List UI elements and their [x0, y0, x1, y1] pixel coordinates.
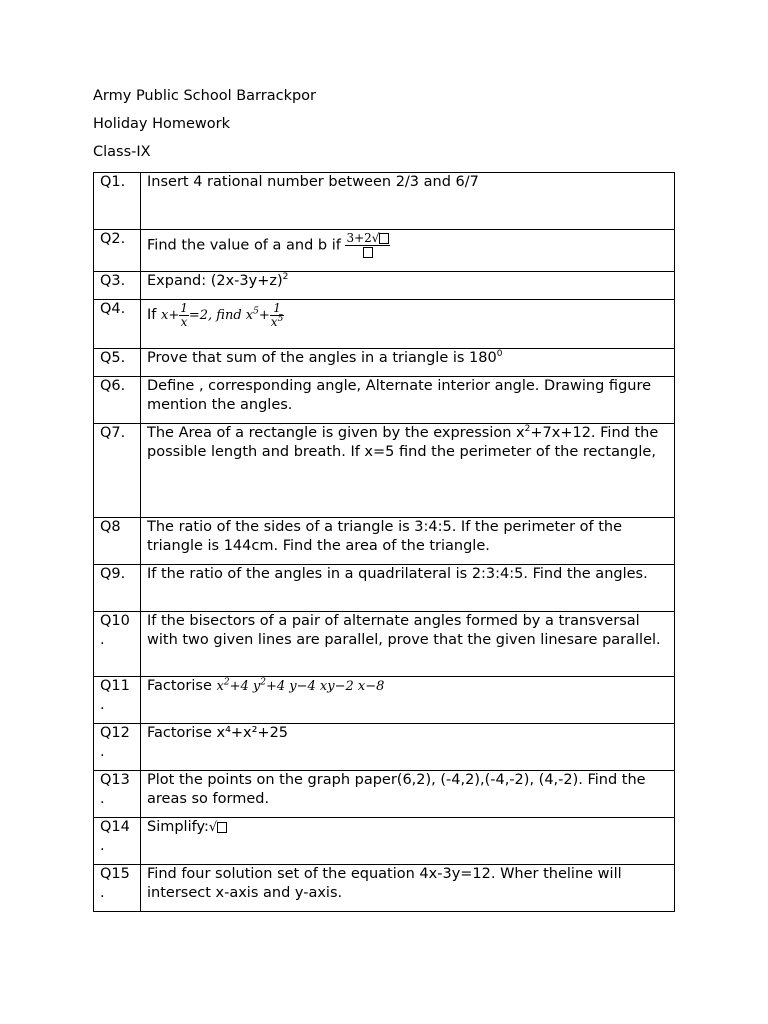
school-name: Army Public School Barrackpor [93, 88, 317, 104]
question-row-11 [94, 677, 675, 724]
fraction-expression [345, 232, 390, 259]
fraction-numerator: 1 [270, 302, 285, 316]
question-text-part: +7x+12. Find the possible length and breath. If x=5 find the perimeter of the rectangle, [147, 425, 659, 460]
questions-table [93, 172, 675, 912]
math-term: x [216, 679, 224, 694]
question-row-5 [94, 349, 675, 377]
radical-symbol: √ [208, 820, 218, 835]
fraction-denominator [270, 316, 285, 329]
question-text [141, 300, 675, 349]
question-row-6 [94, 377, 675, 424]
fraction [270, 302, 285, 329]
question-text: If the bisectors of a pair of alternate angles formed by a transversal with two given lines are parallel, prove that the given linesare parallel. [141, 612, 675, 677]
question-number: Q4. [94, 300, 141, 349]
question-row-2 [94, 230, 675, 272]
question-text [141, 818, 675, 865]
question-row-8 [94, 518, 675, 565]
question-number: Q13. [94, 771, 141, 818]
question-text-main: Expand: (2x-3y+z) [147, 273, 283, 289]
question-text: Insert 4 rational number between 2/3 and 6/7 [141, 173, 675, 230]
question-text [141, 272, 675, 300]
math-term: +4 y [229, 679, 261, 694]
question-text [141, 677, 675, 724]
exponent: 2 [260, 677, 266, 688]
question-row-12 [94, 724, 675, 771]
math-term: + [258, 308, 270, 323]
denominator-base: x [270, 315, 278, 329]
math-expression [217, 679, 385, 694]
question-number: Q8 [94, 518, 141, 565]
fraction [179, 302, 189, 329]
question-text [141, 230, 675, 272]
question-number: Q15. [94, 865, 141, 912]
exponent: 2 [282, 272, 289, 283]
question-row-1 [94, 173, 675, 230]
question-row-10 [94, 612, 675, 677]
question-text: Factorise x⁴+x²+25 [141, 724, 675, 771]
question-number: Q12. [94, 724, 141, 771]
math-term: =2, find x [188, 308, 254, 323]
question-number: Q6. [94, 377, 141, 424]
question-text-part: The Area of a rectangle is given by the expression x [147, 425, 525, 441]
question-row-13 [94, 771, 675, 818]
fraction-denominator: x [180, 315, 188, 329]
missing-equation-symbol [363, 247, 373, 258]
question-prefix: Simplify: [147, 819, 209, 835]
question-number: Q11. [94, 677, 141, 724]
exponent: 5 [277, 314, 284, 324]
question-row-15 [94, 865, 675, 912]
question-text [141, 424, 675, 518]
exponent: 2 [223, 677, 230, 688]
question-number: Q14. [94, 818, 141, 865]
question-text [141, 349, 675, 377]
question-row-9 [94, 565, 675, 612]
exponent: 5 [253, 306, 259, 317]
document-title: Holiday Homework [93, 116, 231, 132]
question-number: Q3. [94, 272, 141, 300]
fraction-numerator: 1 [180, 301, 188, 315]
question-row-3 [94, 272, 675, 300]
question-number: Q1. [94, 173, 141, 230]
missing-equation-symbol [379, 233, 389, 244]
question-text: Define , corresponding angle, Alternate interior angle. Drawing figure mention the angles. [141, 377, 675, 424]
fraction-numerator: 3+2√ [346, 231, 380, 245]
question-text-main: Prove that sum of the angles in a triangle is 180 [147, 350, 497, 366]
question-text: Plot the points on the graph paper(6,2), (-4,2),(-4,-2), (4,-2). Find the areas so formed. [141, 771, 675, 818]
math-term: +4 y−4 xy−2 x−8 [265, 679, 385, 694]
question-number: Q9. [94, 565, 141, 612]
class-label: Class-IX [93, 144, 151, 160]
exponent: 0 [496, 349, 503, 360]
exponent: 2 [524, 424, 531, 435]
question-prefix: If [147, 307, 157, 323]
question-text: If the ratio of the angles in a quadrilateral is 2:3:4:5. Find the angles. [141, 565, 675, 612]
question-number: Q5. [94, 349, 141, 377]
question-number: Q7. [94, 424, 141, 518]
question-prefix: Factorise [147, 678, 212, 694]
question-number: Q10. [94, 612, 141, 677]
missing-equation-symbol [217, 822, 227, 833]
question-text: Find four solution set of the equation 4x-3y=12. Wher theline will intersect x-axis and y-axis. [141, 865, 675, 912]
question-row-14 [94, 818, 675, 865]
question-row-7 [94, 424, 675, 518]
question-row-4 [94, 300, 675, 349]
question-number: Q2. [94, 230, 141, 272]
question-prefix: Find the value of a and b if [147, 237, 341, 254]
math-expression [161, 301, 284, 329]
math-term: x+ [161, 308, 180, 323]
question-text: The ratio of the sides of a triangle is 3:4:5. If the perimeter of the triangle is 144cm. Find the area of the triangle. [141, 518, 675, 565]
